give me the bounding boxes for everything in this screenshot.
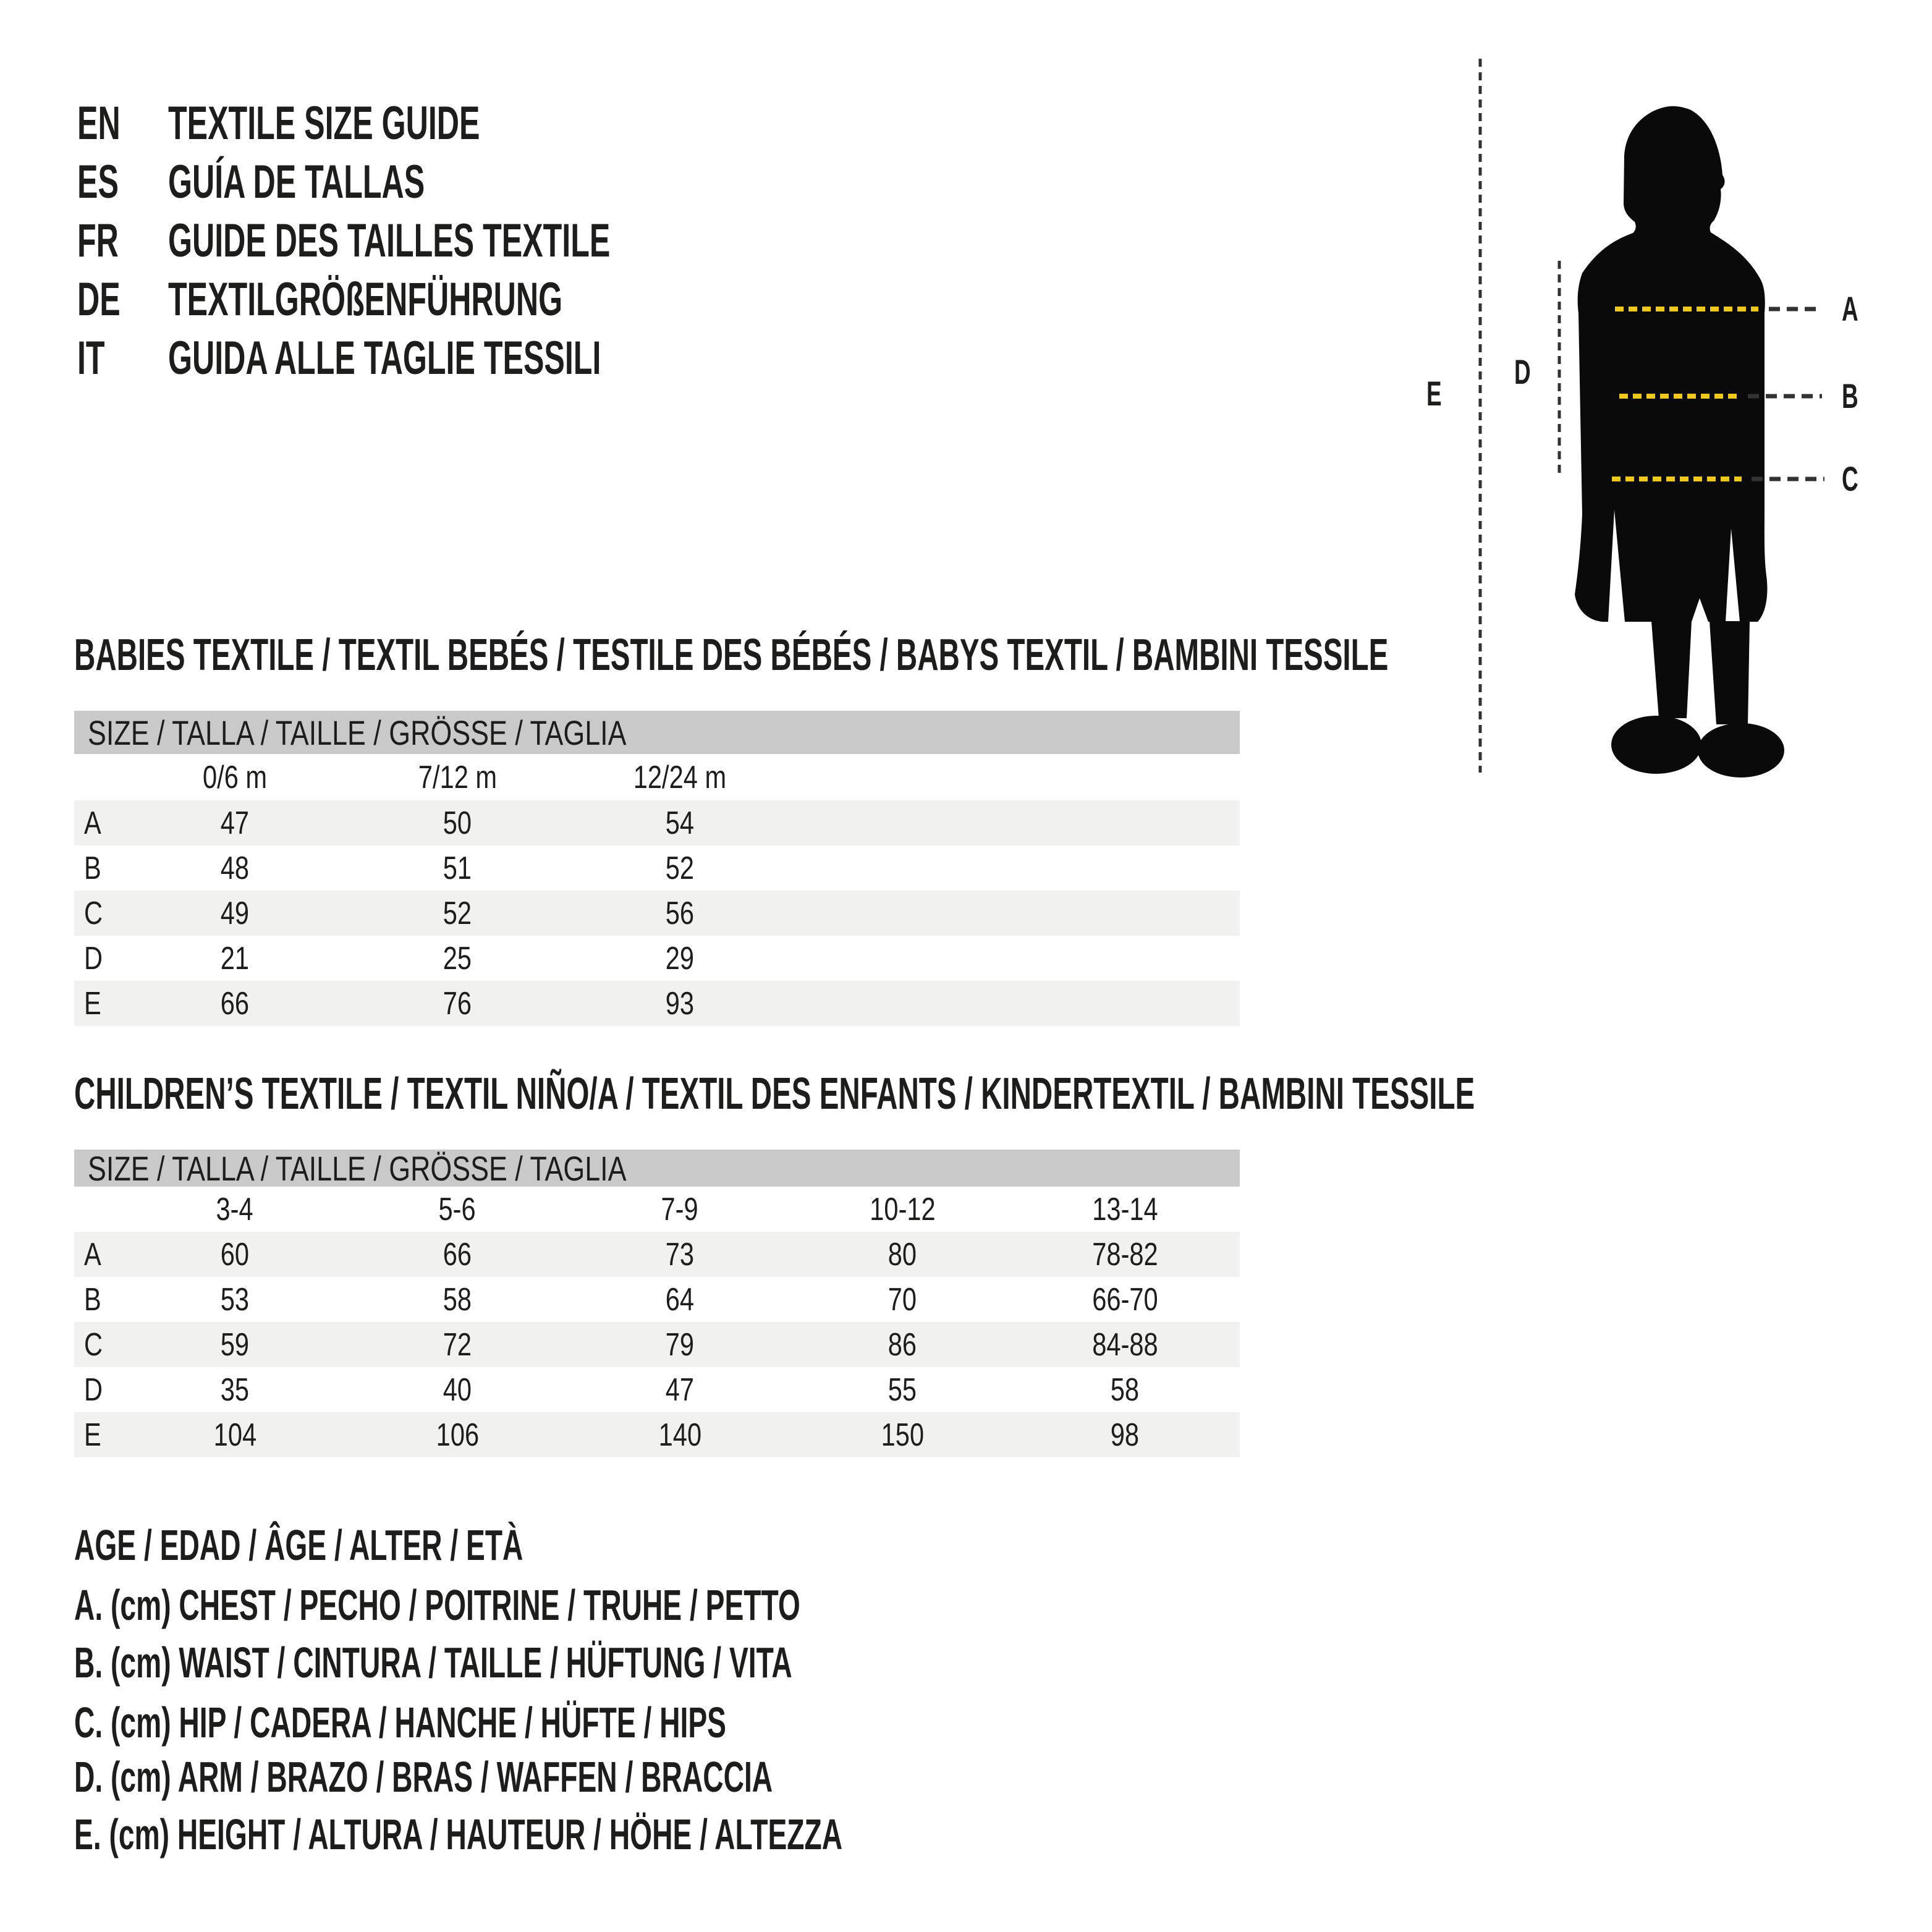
cell: 54 <box>665 805 695 841</box>
silhouette-body <box>1575 106 1767 622</box>
cell: 93 <box>665 985 695 1022</box>
figure-label-hip: C <box>1842 459 1858 498</box>
row-label: A <box>84 805 101 841</box>
cell: 55 <box>888 1371 917 1408</box>
figure-label-height: E <box>1426 374 1442 413</box>
children-row-A <box>74 1232 1240 1277</box>
cell: 29 <box>665 940 695 977</box>
cell: 47 <box>665 1371 695 1408</box>
language-title: GUÍA DE TALLAS <box>168 156 425 208</box>
cell: 64 <box>665 1281 695 1318</box>
cell: 70 <box>888 1281 917 1318</box>
figure-label-waist: B <box>1842 376 1858 415</box>
babies-row-D <box>74 936 1240 981</box>
row-label: E <box>84 985 101 1022</box>
language-title: TEXTILGRÖßENFÜHRUNG <box>168 273 563 326</box>
legend-age: AGE / EDAD / ÂGE / ALTER / ETÀ <box>74 1521 523 1569</box>
language-code: IT <box>77 332 105 384</box>
cell: 47 <box>220 805 250 841</box>
babies-row-E <box>74 981 1240 1026</box>
cell: 80 <box>888 1236 917 1273</box>
babies-table-title: BABIES TEXTILE / TEXTIL BEBÉS / TESTILE DES BÉBÉS / BABYS TEXTIL / BAMBINI TESSILE <box>74 630 1389 680</box>
figure-label-chest: A <box>1842 289 1858 328</box>
row-label: A <box>84 1236 101 1273</box>
children-row-B <box>74 1277 1240 1322</box>
cell: 56 <box>665 895 695 931</box>
cell: 52 <box>665 850 695 886</box>
cell: 66 <box>220 985 250 1022</box>
language-code: FR <box>77 214 119 267</box>
column-header: 13-14 <box>1091 1191 1158 1227</box>
cell: 98 <box>1110 1417 1140 1453</box>
column-header: 3-4 <box>216 1191 254 1227</box>
cell: 73 <box>665 1236 695 1273</box>
children-row-C <box>74 1322 1240 1367</box>
right-shoe <box>1698 723 1784 777</box>
cell: 35 <box>220 1371 250 1408</box>
cell: 79 <box>665 1326 695 1363</box>
row-label: D <box>84 1371 103 1408</box>
children-size-header-bar: SIZE / TALLA / TAILLE / GRÖSSE / TAGLIA <box>74 1150 1240 1187</box>
legend-height: E. (cm) HEIGHT / ALTURA / HAUTEUR / HÖHE / ALTEZZA <box>74 1810 843 1858</box>
language-title: TEXTILE SIZE GUIDE <box>168 97 480 150</box>
children-row-E <box>74 1412 1240 1457</box>
cell: 84-88 <box>1091 1326 1158 1363</box>
cell: 150 <box>881 1417 924 1453</box>
babies-row-C <box>74 891 1240 936</box>
cell: 106 <box>436 1417 479 1453</box>
cell: 49 <box>220 895 250 931</box>
children-column-header-row <box>74 1187 1240 1232</box>
cell: 25 <box>443 940 472 977</box>
cell: 48 <box>220 850 250 886</box>
row-label: C <box>84 895 103 931</box>
cell: 76 <box>443 985 472 1022</box>
cell: 58 <box>443 1281 472 1318</box>
cell: 59 <box>220 1326 250 1363</box>
cell: 104 <box>213 1417 256 1453</box>
cell: 66-70 <box>1091 1281 1158 1318</box>
babies-row-B <box>74 845 1240 891</box>
cell: 53 <box>220 1281 250 1318</box>
figure-label-arm: D <box>1514 352 1531 391</box>
row-label: E <box>84 1417 101 1453</box>
cell: 52 <box>443 895 472 931</box>
cell: 78-82 <box>1091 1236 1158 1273</box>
children-row-D <box>74 1367 1240 1412</box>
legend-arm: D. (cm) ARM / BRAZO / BRAS / WAFFEN / BRACCIA <box>74 1753 773 1801</box>
language-code: EN <box>77 97 121 150</box>
left-shoe <box>1611 716 1701 774</box>
row-label: B <box>84 850 101 886</box>
cell: 50 <box>443 805 472 841</box>
column-header: 10-12 <box>869 1191 936 1227</box>
column-header: 0/6 m <box>202 759 268 795</box>
babies-column-header-row <box>74 754 1240 800</box>
column-header: 7-9 <box>661 1191 699 1227</box>
language-title: GUIDA ALLE TAGLIE TESSILI <box>168 332 601 384</box>
babies-size-header-bar: SIZE / TALLA / TAILLE / GRÖSSE / TAGLIA <box>74 711 1240 754</box>
cell: 40 <box>443 1371 472 1408</box>
cell: 66 <box>443 1236 472 1273</box>
language-code: DE <box>77 273 121 326</box>
cell: 140 <box>658 1417 701 1453</box>
babies-row-A <box>74 800 1240 845</box>
legend-hip: C. (cm) HIP / CADERA / HANCHE / HÜFTE / HIPS <box>74 1698 726 1747</box>
cell: 58 <box>1110 1371 1140 1408</box>
column-header: 7/12 m <box>418 759 497 795</box>
cell: 21 <box>220 940 250 977</box>
cell: 72 <box>443 1326 472 1363</box>
language-code: ES <box>77 156 119 208</box>
legend-waist: B. (cm) WAIST / CINTURA / TAILLE / HÜFTUNG / VITA <box>74 1638 792 1687</box>
row-label: D <box>84 940 103 977</box>
language-title: GUIDE DES TAILLES TEXTILE <box>168 214 611 267</box>
legend-chest: A. (cm) CHEST / PECHO / POITRINE / TRUHE / PETTO <box>74 1581 800 1629</box>
cell: 60 <box>220 1236 250 1273</box>
cell: 86 <box>888 1326 917 1363</box>
children-table-title: CHILDREN’S TEXTILE / TEXTIL NIÑO/A / TEXTIL DES ENFANTS / KINDERTEXTIL / BAMBINI TESSILE <box>74 1069 1475 1119</box>
cell: 51 <box>443 850 472 886</box>
column-header: 5-6 <box>438 1191 477 1227</box>
row-label: C <box>84 1326 103 1363</box>
row-label: B <box>84 1281 101 1318</box>
column-header: 12/24 m <box>633 759 727 795</box>
